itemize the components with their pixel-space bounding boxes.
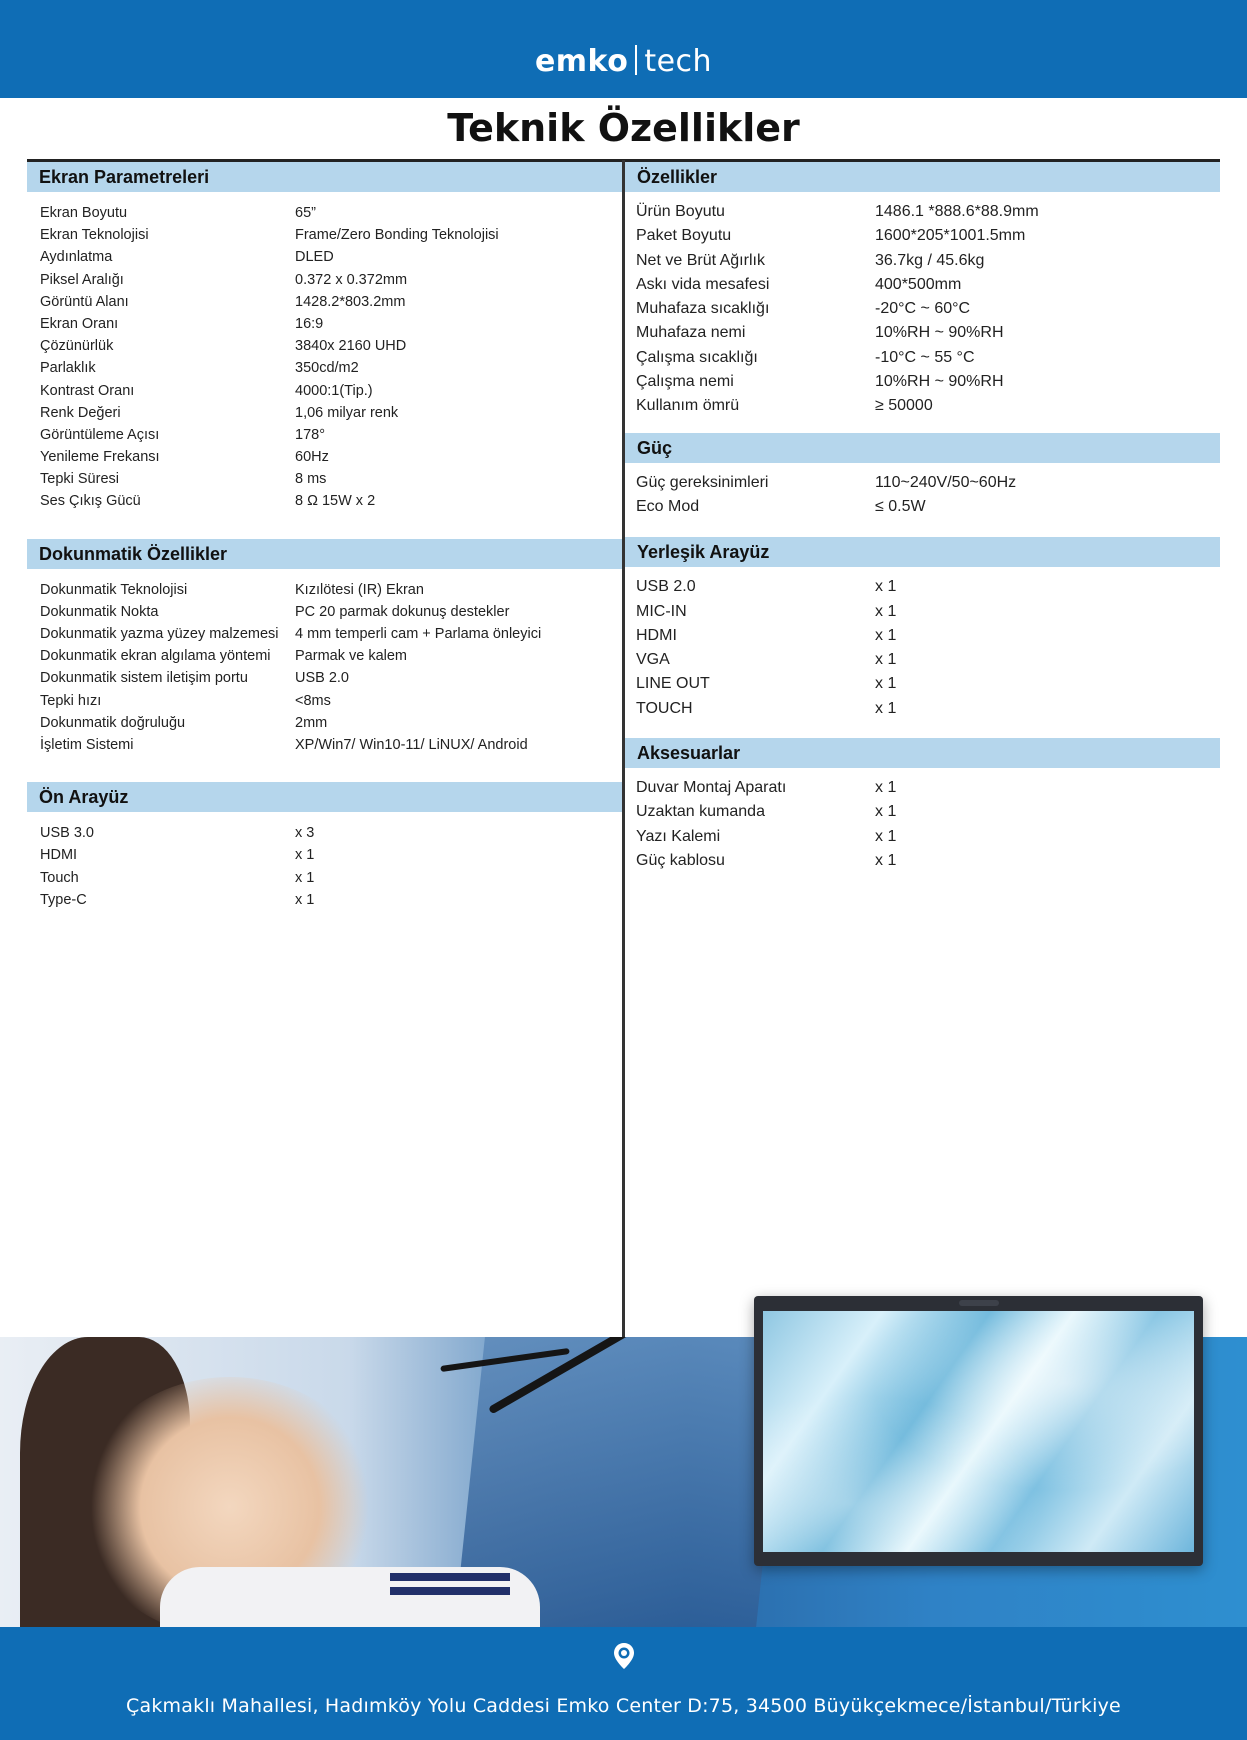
spec-value: x 3 bbox=[295, 825, 315, 842]
section-heading-yerlesik: Yerleşik Arayüz bbox=[625, 537, 1220, 567]
spec-value: 1600*205*1001.5mm bbox=[875, 227, 1026, 245]
spec-label: Dokunmatik yazma yüzey malzemesi bbox=[40, 626, 279, 642]
spec-row bbox=[27, 246, 622, 268]
spec-row bbox=[27, 313, 622, 335]
spec-row bbox=[27, 468, 622, 490]
spec-row bbox=[27, 667, 622, 689]
spec-value: DLED bbox=[295, 249, 334, 266]
spec-value: ≤ 0.5W bbox=[875, 497, 926, 515]
spec-value: 350cd/m2 bbox=[295, 360, 359, 377]
spec-row bbox=[27, 357, 622, 379]
display-screen bbox=[763, 1311, 1194, 1552]
spec-row bbox=[27, 446, 622, 468]
spec-row bbox=[625, 370, 1220, 394]
spec-value: USB 2.0 bbox=[295, 670, 349, 687]
spec-row bbox=[27, 844, 622, 866]
spec-label: Kullanım ömrü bbox=[636, 397, 740, 415]
spec-label: Ekran Boyutu bbox=[40, 205, 128, 221]
spec-label: Yenileme Frekansı bbox=[40, 449, 160, 466]
spec-label: MIC-IN bbox=[636, 602, 687, 620]
spec-value: Parmak ve kalem bbox=[295, 648, 408, 665]
spec-label: Muhafaza nemi bbox=[636, 324, 746, 342]
spec-value: 36.7kg / 45.6kg bbox=[875, 251, 985, 269]
spec-label: USB 2.0 bbox=[636, 578, 696, 596]
spec-row bbox=[625, 321, 1220, 345]
spec-label: Ses Çıkış Gücü bbox=[40, 493, 141, 510]
spec-value: Frame/Zero Bonding Teknolojisi bbox=[295, 227, 499, 244]
spec-value: x 1 bbox=[875, 779, 897, 797]
spec-label: Piksel Aralığı bbox=[40, 271, 124, 288]
spec-row bbox=[625, 471, 1220, 495]
section-heading-ekran: Ekran Parametreleri bbox=[27, 162, 622, 192]
spec-label: Güç gereksinimleri bbox=[636, 473, 769, 491]
spec-label: Touch bbox=[40, 869, 79, 886]
logo-separator bbox=[635, 45, 637, 75]
brand-name: emko bbox=[534, 44, 629, 79]
footer-bar bbox=[0, 1627, 1247, 1740]
spec-row bbox=[625, 495, 1220, 519]
spec-row bbox=[625, 200, 1220, 224]
spec-list-yerlesik bbox=[625, 567, 1220, 731]
spec-label: Kontrast Oranı bbox=[40, 382, 135, 399]
spec-label: Çalışma sıcaklığı bbox=[636, 348, 758, 366]
section-heading-dokunmatik: Dokunmatik Özellikler bbox=[27, 539, 622, 569]
spec-label: İşletim Sistemi bbox=[40, 736, 134, 753]
camera-bar bbox=[959, 1300, 999, 1306]
school-uniform bbox=[160, 1567, 540, 1627]
section-heading-on-arayuz: Ön Arayüz bbox=[27, 782, 622, 812]
spec-value: 3840x 2160 UHD bbox=[295, 338, 407, 355]
spec-value: Kızılötesi (IR) Ekran bbox=[295, 581, 424, 598]
spec-label: Çözünürlük bbox=[40, 338, 114, 355]
section-heading-aksesuarlar: Aksesuarlar bbox=[625, 738, 1220, 768]
spec-value: 16:9 bbox=[295, 315, 324, 332]
spec-label: HDMI bbox=[40, 847, 78, 864]
spec-list-guc bbox=[625, 463, 1220, 530]
spec-row bbox=[625, 224, 1220, 248]
spec-row bbox=[27, 202, 622, 224]
spec-row bbox=[27, 269, 622, 291]
right-column bbox=[625, 162, 1220, 883]
spec-label: VGA bbox=[636, 651, 670, 669]
spec-row bbox=[625, 297, 1220, 321]
spec-list-ekran bbox=[27, 192, 622, 525]
spec-label: Dokunmatik Teknolojisi bbox=[40, 581, 188, 598]
spec-label: Parlaklık bbox=[40, 360, 96, 377]
spec-value: -20°C ~ 60°C bbox=[875, 300, 971, 318]
spec-label: HDMI bbox=[636, 626, 677, 644]
spec-row bbox=[625, 273, 1220, 297]
spec-value: 178° bbox=[295, 426, 325, 443]
spec-row bbox=[27, 889, 622, 911]
spec-row bbox=[27, 490, 622, 512]
spec-label: Ürün Boyutu bbox=[636, 203, 725, 220]
spec-row bbox=[625, 600, 1220, 624]
spec-label: Duvar Montaj Aparatı bbox=[636, 779, 787, 797]
spec-value: 0.372 x 0.372mm bbox=[295, 271, 408, 288]
spec-row bbox=[27, 623, 622, 645]
spec-label: Tepki hızı bbox=[40, 692, 102, 709]
spec-row bbox=[625, 624, 1220, 648]
spec-value: x 1 bbox=[295, 891, 315, 908]
footer-address: Çakmaklı Mahallesi, Hadımköy Yolu Caddesi Emko Center D:75, 34500 Büyükçekmece/İstanbul/Türkiye bbox=[126, 1695, 1121, 1717]
spec-label: Paket Boyutu bbox=[636, 227, 732, 245]
spec-label: Ekran Oranı bbox=[40, 315, 119, 332]
spec-label: Güç kablosu bbox=[636, 851, 725, 869]
spec-label: Yazı Kalemi bbox=[636, 827, 721, 845]
spec-row bbox=[625, 648, 1220, 672]
spec-label: Aydınlatma bbox=[40, 249, 113, 266]
spec-row bbox=[625, 394, 1220, 418]
spec-list-aksesuarlar bbox=[625, 768, 1220, 883]
spec-row bbox=[27, 734, 622, 756]
spec-label: Net ve Brüt Ağırlık bbox=[636, 251, 765, 269]
spec-value: 8 ms bbox=[295, 471, 327, 488]
spec-label: Dokunmatik Nokta bbox=[40, 603, 159, 620]
section-heading-ozellikler: Özellikler bbox=[625, 162, 1220, 192]
spec-value: 4 mm temperli cam + Parlama önleyici bbox=[295, 626, 542, 642]
spec-value: 2mm bbox=[295, 714, 328, 731]
spec-value: 110~240V/50~60Hz bbox=[875, 473, 1017, 491]
spec-label: Çalışma nemi bbox=[636, 373, 734, 391]
spec-row bbox=[625, 697, 1220, 721]
spec-label: LINE OUT bbox=[636, 675, 710, 693]
spec-row bbox=[625, 249, 1220, 273]
spec-value: PC 20 parmak dokunuş destekler bbox=[295, 603, 510, 620]
spec-label: Dokunmatik sistem iletişim portu bbox=[40, 670, 248, 687]
spec-label: Renk Değeri bbox=[40, 404, 121, 421]
spec-value: 4000:1(Tip.) bbox=[295, 382, 373, 399]
spec-row bbox=[625, 776, 1220, 800]
spec-row bbox=[27, 579, 622, 601]
spec-value: -10°C ~ 55 °C bbox=[875, 348, 975, 366]
spec-row bbox=[625, 800, 1220, 824]
spec-row bbox=[27, 291, 622, 313]
spec-value: 1,06 milyar renk bbox=[295, 404, 399, 421]
spec-label: TOUCH bbox=[636, 699, 693, 717]
spec-value: 1428.2*803.2mm bbox=[295, 293, 406, 310]
interactive-display-image bbox=[754, 1296, 1203, 1566]
spec-value: 60Hz bbox=[295, 449, 329, 466]
spec-row bbox=[27, 601, 622, 623]
spec-label: Dokunmatik doğruluğu bbox=[40, 714, 186, 731]
page-title: Teknik Özellikler bbox=[447, 106, 800, 150]
spec-value: x 1 bbox=[875, 602, 897, 620]
spec-label: Eco Mod bbox=[636, 497, 700, 515]
spec-value: XP/Win7/ Win10-11/ LiNUX/ Android bbox=[295, 736, 528, 753]
spec-label: Görüntü Alanı bbox=[40, 293, 129, 310]
spec-row bbox=[27, 867, 622, 889]
spec-row bbox=[27, 402, 622, 424]
spec-value: x 1 bbox=[295, 847, 315, 864]
spec-value: 8 Ω 15W x 2 bbox=[295, 493, 376, 510]
spec-row bbox=[625, 575, 1220, 599]
spec-value: x 1 bbox=[875, 651, 897, 669]
spec-value: x 1 bbox=[875, 803, 897, 821]
spec-row bbox=[27, 690, 622, 712]
spec-label: Askı vida mesafesi bbox=[636, 275, 770, 293]
spec-value: 10%RH ~ 90%RH bbox=[875, 324, 1004, 342]
spec-label: Type-C bbox=[40, 891, 87, 908]
spec-label: Dokunmatik ekran algılama yöntemi bbox=[40, 648, 271, 665]
brand-suffix: tech bbox=[644, 44, 713, 79]
location-pin-icon bbox=[609, 1641, 639, 1671]
spec-label: Muhafaza sıcaklığı bbox=[636, 300, 770, 318]
spec-row bbox=[625, 346, 1220, 370]
spec-list-on-arayuz bbox=[27, 812, 622, 923]
spec-value: x 1 bbox=[875, 578, 897, 596]
spec-value: <8ms bbox=[295, 692, 331, 709]
spec-row bbox=[27, 822, 622, 844]
spec-value: x 1 bbox=[875, 851, 897, 869]
spec-value: 400*500mm bbox=[875, 275, 962, 293]
spec-value: 65” bbox=[295, 205, 316, 221]
spec-list-dokunmatik bbox=[27, 569, 622, 769]
spec-label: Ekran Teknolojisi bbox=[40, 227, 149, 244]
spec-value: x 1 bbox=[875, 827, 897, 845]
spec-value: ≥ 50000 bbox=[875, 397, 933, 415]
spec-row bbox=[625, 825, 1220, 849]
spec-value: x 1 bbox=[875, 626, 897, 644]
spec-value: 10%RH ~ 90%RH bbox=[875, 373, 1004, 391]
spec-value: 1486.1 *888.6*88.9mm bbox=[875, 203, 1039, 220]
spec-row bbox=[27, 712, 622, 734]
spec-row bbox=[27, 424, 622, 446]
spec-value: x 1 bbox=[295, 869, 315, 886]
spec-list-ozellikler bbox=[625, 192, 1220, 429]
spec-row bbox=[625, 672, 1220, 696]
spec-value: x 1 bbox=[875, 699, 897, 717]
spec-value: x 1 bbox=[875, 675, 897, 693]
spec-label: Uzaktan kumanda bbox=[636, 803, 765, 821]
spec-row bbox=[27, 335, 622, 357]
brand-logo bbox=[0, 44, 1247, 79]
spec-label: USB 3.0 bbox=[40, 825, 94, 842]
left-column bbox=[27, 162, 622, 923]
spec-row bbox=[625, 849, 1220, 873]
spec-row bbox=[27, 224, 622, 246]
section-heading-guc: Güç bbox=[625, 433, 1220, 463]
spec-row bbox=[27, 645, 622, 667]
spec-label: Görüntüleme Açısı bbox=[40, 426, 160, 443]
spec-row bbox=[27, 380, 622, 402]
spec-label: Tepki Süresi bbox=[40, 471, 119, 488]
